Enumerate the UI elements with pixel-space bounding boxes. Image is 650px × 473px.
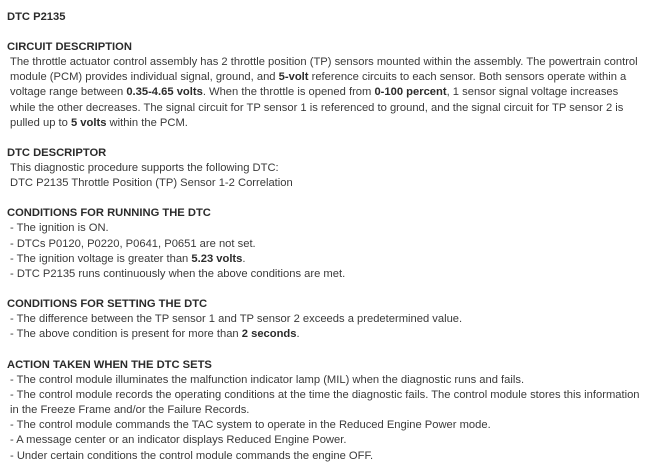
list-item: - The control module commands the TAC system to operate in the Reduced Engine Power mode. <box>10 419 491 432</box>
circuit-bold-3: 0-100 percent <box>374 86 447 99</box>
page-title: DTC P2135 <box>7 11 66 23</box>
list-item-text: - The ignition voltage is greater than <box>10 252 192 265</box>
list-item: - The ignition is ON. <box>10 222 109 235</box>
circuit-text-1: The throttle actuator control assembly has 2 throttle position (TP) sensors mounted within the assembly. The powertrain control module (PCM) provides individual signal, ground, and <box>10 56 638 84</box>
circuit-description-text <box>7 55 643 131</box>
list-item-bold: 2 seconds <box>241 328 297 341</box>
list-item-bold: 5.23 volts <box>191 252 243 265</box>
circuit-text-4: , 1 sensor signal voltage increases while the other decreases. The signal circuit for TP sensor 1 is referenced to ground, and the signal circuit for TP sensor 2 is pulled up to <box>10 86 624 129</box>
circuit-text-3: . When the throttle is opened from <box>202 86 375 99</box>
list-item: - A message center or an indicator displays Reduced Engine Power. <box>10 434 347 447</box>
action-taken-section <box>7 358 643 464</box>
list-item: - The control module records the operating conditions at the time the diagnostic fails. The control module stores this information in the Freeze Frame and/or the Failure Records. <box>10 388 640 417</box>
list-item: - DTC P2135 runs continuously when the above conditions are met. <box>10 268 346 281</box>
running-conditions-section <box>7 206 643 282</box>
list-item-text: . <box>296 328 300 341</box>
circuit-text-2: reference circuits to each sensor. Both sensors operate within a voltage range between <box>10 71 627 99</box>
running-conditions-heading: CONDITIONS FOR RUNNING THE DTC <box>7 207 211 220</box>
list-item-text: . <box>242 252 246 265</box>
list-item-text: - The above condition is present for more than <box>10 328 242 341</box>
circuit-text-5: within the PCM. <box>106 116 188 129</box>
list-item: - DTCs P0120, P0220, P0641, P0651 are not set. <box>10 237 256 250</box>
list-item: - The difference between the TP sensor 1 and TP sensor 2 exceeds a predetermined value. <box>10 313 463 326</box>
list-item <box>7 327 643 342</box>
circuit-description-heading: CIRCUIT DESCRIPTION <box>7 41 132 53</box>
list-item: - Under certain conditions the control module commands the engine OFF. <box>10 449 374 462</box>
action-taken-heading: ACTION TAKEN WHEN THE DTC SETS <box>7 358 212 371</box>
setting-conditions-heading: CONDITIONS FOR SETTING THE DTC <box>7 298 208 311</box>
circuit-bold-1: 5-volt <box>278 71 309 84</box>
circuit-bold-4: 5 volts <box>70 116 107 129</box>
circuit-bold-2: 0.35-4.65 volts <box>126 86 203 99</box>
dtc-descriptor-heading: DTC DESCRIPTOR <box>7 147 107 160</box>
list-item: - The control module illuminates the malfunction indicator lamp (MIL) when the diagnostic runs and fails. <box>10 373 525 386</box>
list-item <box>7 252 643 267</box>
dtc-descriptor-line-2: DTC P2135 Throttle Position (TP) Sensor 1-2 Correlation <box>10 177 293 190</box>
circuit-description-section <box>7 40 643 131</box>
setting-conditions-section <box>7 297 643 342</box>
dtc-descriptor-line-1: This diagnostic procedure supports the following DTC: <box>10 162 279 175</box>
dtc-descriptor-section <box>7 146 643 191</box>
